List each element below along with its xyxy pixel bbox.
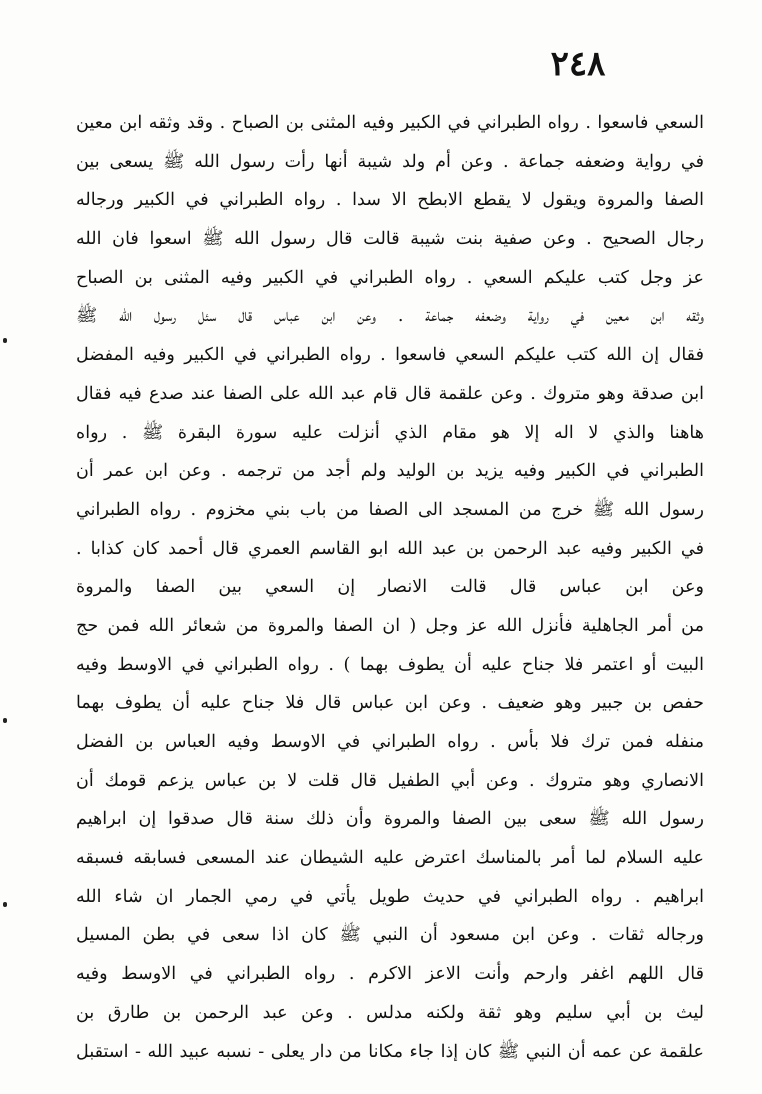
text-line: علقمة عن عمه أن النبي ﷺ كان إذا جاء مكانا من دار يعلى - نسبه عبيد الله - استقبل — [76, 1041, 704, 1062]
text-line: حفص بن جبير وهو ضعيف . وعن ابن عباس قال فلا جناح عليه أن يطوف بهما — [76, 693, 704, 714]
text-line: فقال إن الله كتب عليكم السعي فاسعوا . رواه الطبراني في الكبير وفيه المفضل — [76, 345, 704, 366]
text-line: ليث بن أبي سليم وهو ثقة ولكنه مدلس . وعن عبد الرحمن بن طارق بن — [76, 1002, 704, 1023]
text-line: قال اللهم اغفر وارحم وأنت الاعز الاكرم . رواه الطبراني في الاوسط وفيه — [76, 964, 704, 985]
page-number: ٢٤٨ — [550, 44, 606, 84]
text-line: البيت أو اعتمر فلا جناح عليه أن يطوف بهما ) . رواه الطبراني في الاوسط وفيه — [76, 654, 704, 675]
margin-speck — [3, 902, 7, 907]
text-line: من أمر الجاهلية فأنزل الله عز وجل ( ان الصفا والمروة من شعائر الله فمن حج — [76, 615, 704, 636]
text-line: ابن صدقة وهو متروك . وعن علقمة قال قام عبد الله على الصفا عند صدع فيه فقال — [76, 383, 704, 404]
text-line: ابراهيم . رواه الطبراني في حديث طويل يأتي في رمي الجمار ان شاء الله — [76, 886, 704, 907]
text-line: ورجاله ثقات . وعن ابن مسعود أن النبي ﷺ كان اذا سعى في بطن المسيل — [76, 925, 704, 946]
text-line: منفله فمن ترك فلا بأس . رواه الطبراني في الاوسط وفيه العباس بن الفضل — [76, 732, 704, 752]
margin-speck — [3, 338, 7, 343]
text-line: عز وجل كتب عليكم السعي . رواه الطبراني في الكبير وفيه المثنى بن الصباح — [76, 267, 704, 288]
body-text — [76, 104, 704, 1071]
text-line: الانصاري وهو متروك . وعن أبي الطفيل قال قلت لا بن عباس يزعم قومك أن — [76, 770, 704, 791]
text-line: هاهنا والذي لا اله إلا هو مقام الذي أنزلت عليه سورة البقرة ﷺ . رواه — [76, 422, 704, 443]
text-line: رسول الله ﷺ خرج من المسجد الى الصفا من باب بني مخزوم . رواه الطبراني — [76, 499, 704, 520]
margin-speck — [3, 718, 7, 723]
text-line: الصفا والمروة ويقول لا يقطع الابطح الا سدا . رواه الطبراني في الكبير ورجاله — [76, 190, 704, 211]
text-line: في الكبير وفيه عبد الرحمن بن عبد الله ابو القاسم العمري قال أحمد كان كذابا . — [76, 538, 704, 559]
text-line: رجال الصحيح . وعن صفية بنت شيبة قالت قال رسول الله ﷺ اسعوا فان الله — [76, 229, 704, 250]
text-line: وثقه ابن معين في رواية وضعفه جماعة . وعن ابن عباس قال سئل رسول الله ﷺ — [76, 306, 704, 327]
text-line: السعي فاسعوا . رواه الطبراني في الكبير وفيه المثنى بن الصباح . وقد وثقه ابن معين — [76, 113, 704, 133]
text-line: وعن ابن عباس قال قالت الانصار إن السعي بين الصفا والمروة — [76, 577, 704, 598]
text-line: الطبراني في الكبير وفيه يزيد بن الوليد ولم أجد من ترجمه . وعن ابن عمر أن — [76, 461, 704, 482]
text-line: عليه السلام لما أمر بالمناسك اعترض عليه الشيطان عند المسعى فسابقه فسبقه — [76, 848, 704, 869]
text-line: في رواية وضعفه جماعة . وعن أم ولد شيبة أنها رأت رسول الله ﷺ يسعى بين — [76, 151, 704, 172]
text-line: رسول الله ﷺ سعى بين الصفا والمروة وأن ذلك سنة قال صدقوا إن ابراهيم — [76, 809, 704, 830]
